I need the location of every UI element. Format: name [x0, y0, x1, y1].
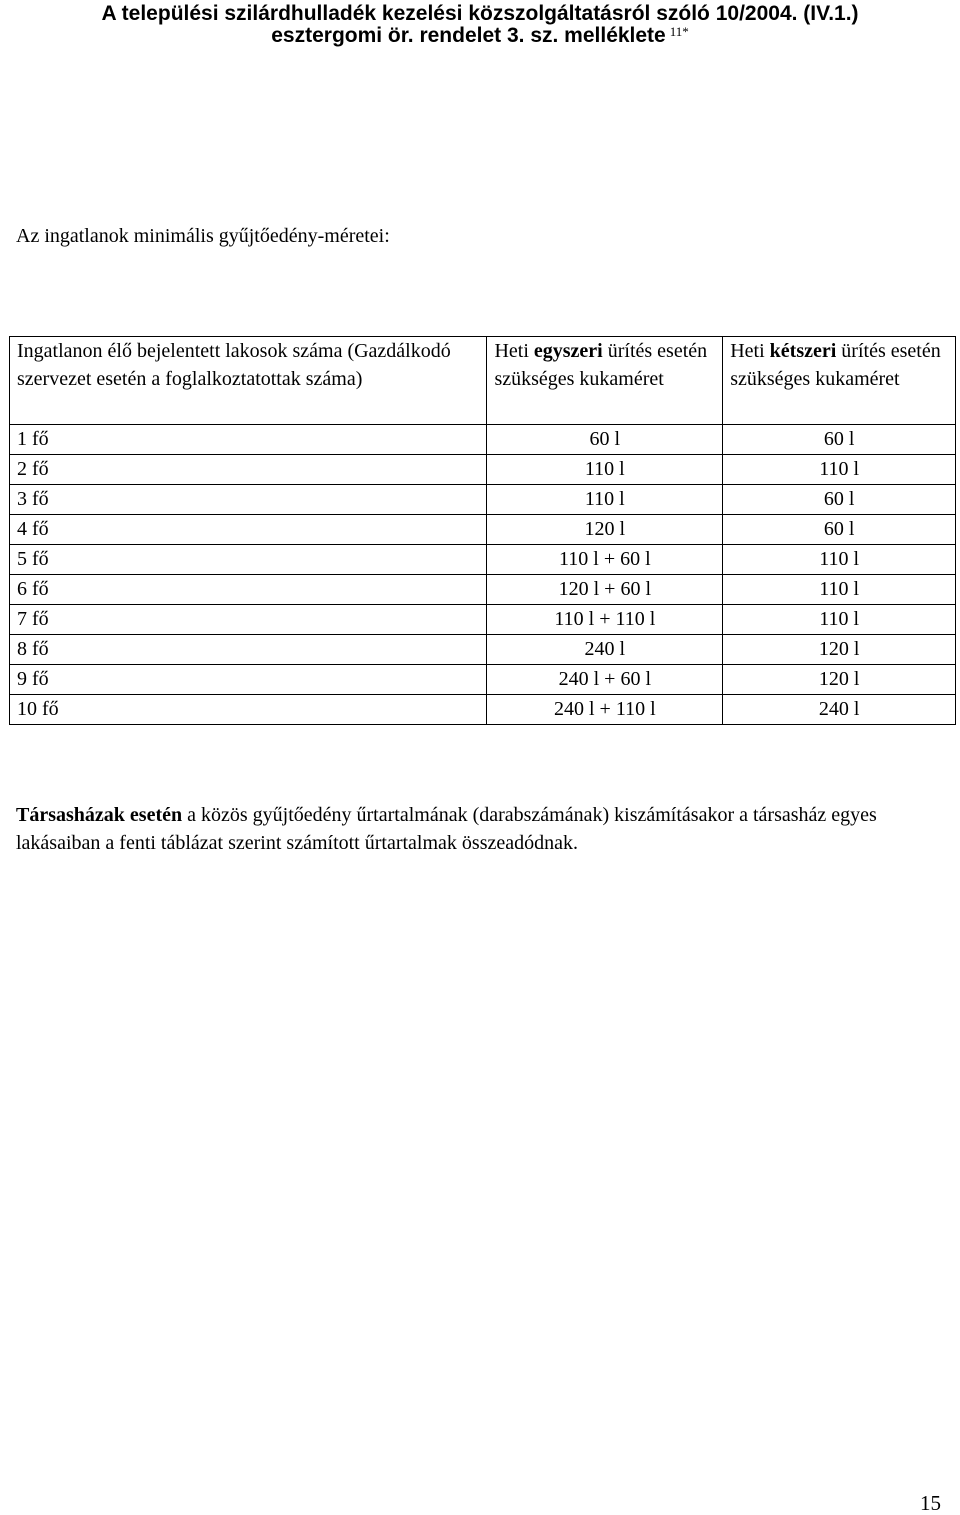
table-row — [10, 425, 956, 455]
page-number: 15 — [920, 1491, 941, 1515]
header-weekly-twice-prefix: Heti — [730, 340, 770, 362]
cell-weekly-once: 60 l — [487, 425, 723, 455]
cell-weekly-once: 110 l — [487, 455, 723, 485]
table-row — [10, 545, 956, 575]
header-weekly-once — [487, 337, 723, 425]
cell-weekly-once: 110 l + 110 l — [487, 605, 723, 635]
container-size-table — [9, 336, 956, 725]
table-header-row — [10, 337, 956, 425]
cell-weekly-once: 240 l + 60 l — [487, 665, 723, 695]
cell-weekly-twice: 240 l — [723, 695, 956, 725]
condominium-note — [16, 801, 946, 857]
cell-weekly-twice: 110 l — [723, 455, 956, 485]
table-row — [10, 605, 956, 635]
cell-weekly-twice: 60 l — [723, 485, 956, 515]
cell-persons: 7 fő — [10, 605, 487, 635]
cell-weekly-twice: 110 l — [723, 605, 956, 635]
cell-weekly-twice: 60 l — [723, 515, 956, 545]
table-row — [10, 455, 956, 485]
cell-weekly-once: 110 l + 60 l — [487, 545, 723, 575]
note-text: a közös gyűjtőedény űrtartalmának (darabszámának) kiszámításakor a társasház egyes lakásaiban a fenti táblázat szerint számított űrtartalmak összeadódnak. — [16, 804, 877, 854]
table-row — [10, 635, 956, 665]
cell-persons: 5 fő — [10, 545, 487, 575]
document-title-line-2 — [0, 23, 960, 49]
cell-persons: 3 fő — [10, 485, 487, 515]
cell-weekly-once: 110 l — [487, 485, 723, 515]
intro-text: Az ingatlanok minimális gyűjtőedény-méretei: — [16, 225, 390, 247]
cell-persons: 2 fő — [10, 455, 487, 485]
header-weekly-once-bold: egyszeri — [533, 340, 603, 362]
cell-weekly-once: 120 l — [487, 515, 723, 545]
footnote-reference[interactable]: 11* — [669, 24, 689, 39]
cell-persons: 6 fő — [10, 575, 487, 605]
header-persons: Ingatlanon élő bejelentett lakosok száma (Gazdálkodó szervezet esetén a foglalkoztatottak száma) — [10, 337, 487, 425]
cell-weekly-once: 120 l + 60 l — [487, 575, 723, 605]
cell-persons: 10 fő — [10, 695, 487, 725]
header-weekly-twice — [723, 337, 956, 425]
table-row — [10, 485, 956, 515]
table-row — [10, 665, 956, 695]
cell-persons: 1 fő — [10, 425, 487, 455]
table-row — [10, 515, 956, 545]
cell-weekly-once: 240 l — [487, 635, 723, 665]
cell-weekly-twice: 110 l — [723, 545, 956, 575]
header-weekly-twice-suffix: ürítés esetén szükséges kukaméret — [730, 340, 941, 390]
cell-persons: 4 fő — [10, 515, 487, 545]
cell-persons: 9 fő — [10, 665, 487, 695]
note-bold-lead: Társasházak esetén — [16, 804, 183, 826]
title-text-2: esztergomi ör. rendelet 3. sz. melléklete — [271, 24, 666, 47]
cell-weekly-twice: 120 l — [723, 635, 956, 665]
table-row — [10, 575, 956, 605]
cell-weekly-once: 240 l + 110 l — [487, 695, 723, 725]
cell-weekly-twice: 120 l — [723, 665, 956, 695]
cell-weekly-twice: 60 l — [723, 425, 956, 455]
cell-weekly-twice: 110 l — [723, 575, 956, 605]
cell-persons: 8 fő — [10, 635, 487, 665]
header-weekly-twice-bold: kétszeri — [769, 340, 837, 362]
table-row — [10, 695, 956, 725]
header-weekly-once-prefix: Heti — [494, 340, 534, 362]
header-weekly-once-suffix: ürítés esetén szükséges kukaméret — [494, 340, 708, 390]
title-text-1: A települési szilárdhulladék kezelési közszolgáltatásról szóló 10/2004. (IV.1.) — [101, 2, 859, 25]
